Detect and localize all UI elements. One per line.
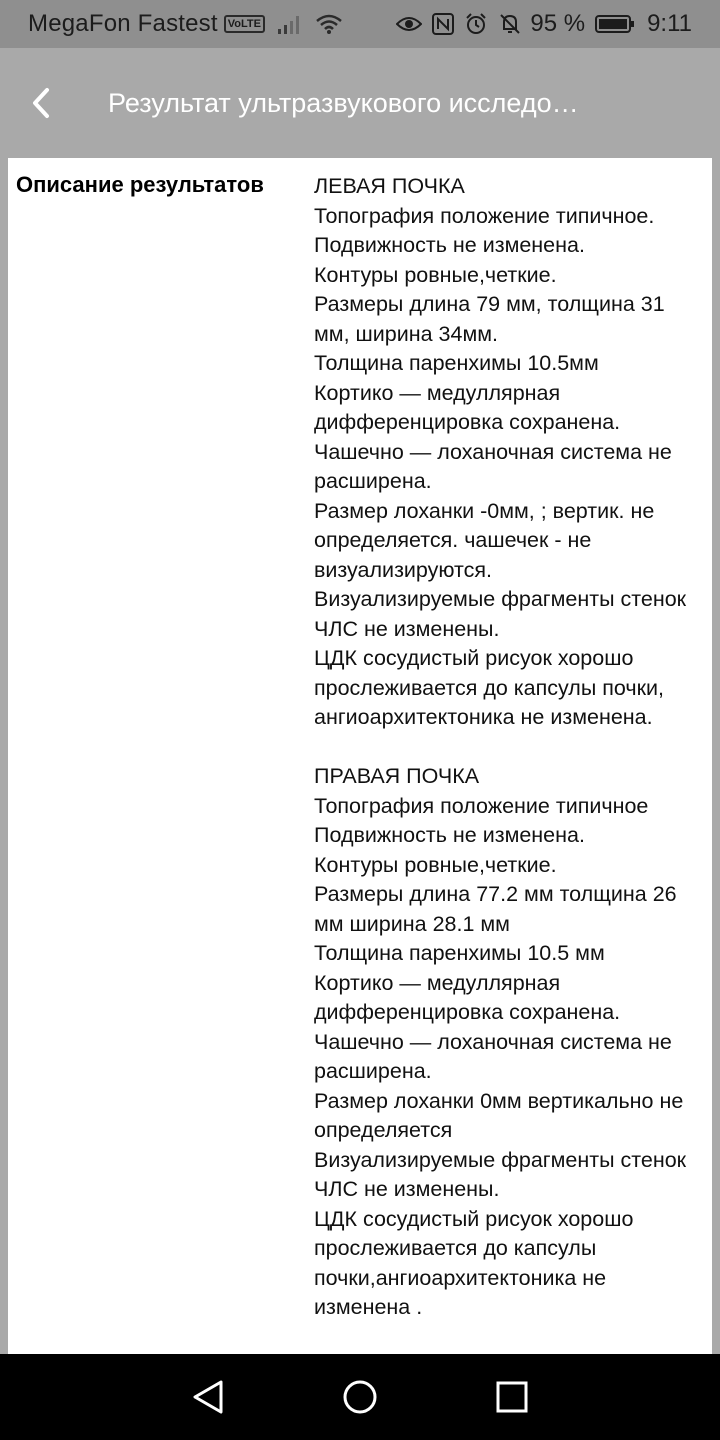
result-line: ЧЛС не изменены.: [314, 1177, 500, 1201]
result-line: расширена.: [314, 469, 432, 493]
result-line: ЛЕВАЯ ПОЧКА: [314, 174, 465, 198]
triangle-back-icon: [191, 1379, 225, 1415]
result-line: ЦДК сосудистый рисуок хорошо: [314, 646, 634, 670]
result-line: определяется: [314, 1118, 453, 1142]
result-line: ПРАВАЯ ПОЧКА: [314, 764, 480, 788]
result-line: Подвижность не изменена.: [314, 233, 585, 257]
result-line: расширена.: [314, 1059, 432, 1083]
nav-recents-button[interactable]: [482, 1367, 542, 1427]
result-line: Визуализируемые фрагменты стенок: [314, 1147, 687, 1172]
result-line: визуализируются.: [314, 557, 493, 582]
result-line: Подвижность не изменена.: [314, 823, 585, 847]
clock: 9:11: [647, 10, 692, 37]
result-line: Размеры длина 77.2 мм толщина 26: [314, 882, 677, 906]
result-line: мм, ширина 34мм.: [314, 321, 498, 346]
result-line: Толщина паренхимы 10.5 мм: [314, 941, 605, 965]
result-line: Топография положение типичное: [314, 793, 649, 818]
battery-icon: [595, 14, 635, 34]
result-line: Визуализируемые фрагменты стенок: [314, 587, 687, 611]
nav-home-button[interactable]: [330, 1367, 390, 1427]
status-right: [386, 10, 692, 38]
carrier-name: MegaFon Fastest: [28, 10, 218, 37]
result-line: дифференцировка сохранена.: [314, 410, 621, 434]
result-line: ангиоархитектоника не изменена.: [314, 705, 653, 729]
wifi-icon: [315, 13, 343, 35]
result-line: Чашечно — лоханочная система не: [314, 1029, 672, 1054]
back-button[interactable]: [6, 68, 76, 138]
circle-home-icon: [342, 1379, 378, 1415]
status-bar: [0, 0, 720, 48]
result-line: Топография положение типичное.: [314, 203, 655, 228]
page-title: Результат ультразвукового исследо…: [108, 87, 579, 118]
result-line: Кортико — медуллярная: [314, 380, 561, 405]
app-bar: [0, 48, 720, 158]
chevron-left-icon: [29, 87, 53, 119]
mute-bell-icon: [498, 12, 522, 36]
result-line: Кортико — медуллярная: [314, 970, 561, 995]
result-line: ЧЛС не изменены.: [314, 616, 500, 641]
result-line: Контуры ровные,четкие.: [314, 262, 557, 287]
result-line: Размеры длина 79 мм, толщина 31: [314, 292, 665, 316]
result-line: Толщина паренхимы 10.5мм: [314, 351, 599, 375]
result-line: определяется. чашечек - не: [314, 528, 592, 552]
result-line: Размер лоханки 0мм вертикально не: [314, 1088, 684, 1113]
eye-icon: [396, 14, 422, 34]
battery-percent: 95 %: [530, 10, 586, 37]
result-line: изменена .: [314, 1295, 423, 1319]
result-description: [314, 172, 720, 1323]
result-line: почки,ангиоархитектоника не: [314, 1265, 607, 1290]
result-line: прослеживается до капсулы почки,: [314, 675, 664, 700]
result-line: Контуры ровные,четкие.: [314, 852, 557, 877]
result-line: Чашечно — лоханочная система не: [314, 439, 672, 464]
result-label: Описание результатов: [16, 172, 264, 197]
square-recents-icon: [496, 1381, 528, 1413]
navigation-bar: [0, 1354, 720, 1440]
alarm-icon: [464, 12, 488, 36]
result-line: мм ширина 28.1 мм: [314, 911, 510, 936]
nav-back-button[interactable]: [178, 1367, 238, 1427]
result-line: прослеживается до капсулы: [314, 1236, 597, 1260]
nfc-icon: [432, 13, 454, 35]
result-line: дифференцировка сохранена.: [314, 1000, 621, 1024]
volte-badge: VoLTE: [224, 15, 265, 33]
content-area[interactable]: [0, 158, 720, 1354]
signal-icon: [277, 13, 303, 35]
paragraph-gap: [314, 733, 720, 763]
result-line: Размер лоханки -0мм, ; вертик. не: [314, 498, 655, 523]
result-line: ЦДК сосудистый рисуок хорошо: [314, 1206, 634, 1231]
